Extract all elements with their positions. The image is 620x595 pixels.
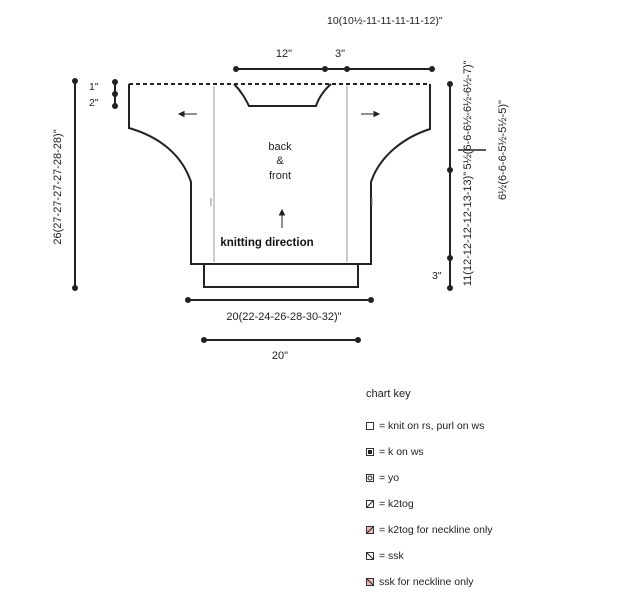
- up-arrow-icon: [280, 210, 285, 228]
- k2tog-square-icon: [366, 500, 374, 508]
- total-length-label: 26(27-27-27-27-28-28)": [52, 129, 64, 245]
- ribbing-width-label: 20": [271, 350, 289, 362]
- key-item-k-on-ws: [366, 439, 616, 465]
- key-item-label: = k2tog for neckline only: [379, 524, 493, 536]
- knitting-direction-label: knitting direction: [220, 237, 314, 249]
- front-label: front: [268, 170, 292, 182]
- key-item-ssk: [366, 543, 616, 569]
- ssk-neckline-square-icon: [366, 578, 374, 586]
- circle-square-icon: [366, 474, 374, 482]
- back-label: back: [268, 141, 292, 153]
- sleeve-edge-label: 6½(6-6-6-5½-5½-5)": [497, 100, 509, 200]
- neck-depth-1-label: 1": [89, 81, 99, 93]
- right-arrow-icon: [361, 112, 379, 117]
- ribbing-width-dimension: [201, 337, 361, 343]
- k2tog-neckline-square-icon: [366, 526, 374, 534]
- chart-key-title: chart key: [366, 388, 411, 400]
- key-item-label: = k on ws: [379, 446, 424, 458]
- ssk-square-icon: [366, 552, 374, 560]
- neck-width-label: 12": [275, 48, 293, 60]
- neckline: [234, 84, 331, 106]
- key-item-label: = ssk: [379, 550, 404, 562]
- key-item-knit: [366, 413, 616, 439]
- key-item-label: ssk for neckline only: [379, 576, 474, 588]
- key-item-k2tog: [366, 491, 616, 517]
- key-item-label: = knit on rs, purl on ws: [379, 420, 485, 432]
- body-width-dimension: [185, 297, 374, 303]
- ampersand-label: &: [276, 155, 284, 167]
- dot-square-icon: [366, 448, 374, 456]
- key-item-ssk-neckline: [366, 569, 616, 595]
- neck-depth-2-label: 2": [89, 97, 99, 109]
- left-arrow-icon: [179, 112, 197, 117]
- key-item-k2tog-neckline: [366, 517, 616, 543]
- shoulder-width-label: 3": [334, 48, 346, 60]
- top-total-width-label: 10(10½-11-11-11-11-12)": [327, 15, 443, 27]
- body-width-label: 20(22-24-26-28-30-32)": [226, 311, 342, 323]
- neck-depth-dimension: [112, 79, 118, 109]
- side-length-label: 11(12-12-12-12-13-13)": [462, 171, 474, 287]
- key-item-yo: [366, 465, 616, 491]
- armhole-depth-label: 5½(6-6-6½-6½-6½-7)": [462, 60, 474, 170]
- top-width-dimension: [233, 66, 435, 72]
- key-item-label: = yo: [379, 472, 400, 484]
- right-length-dimension: [447, 81, 453, 291]
- blank-square-icon: [366, 422, 374, 430]
- ribbing-band: [204, 264, 358, 287]
- chart-key: [366, 388, 616, 595]
- key-item-label: = k2tog: [379, 498, 414, 510]
- ribbing-depth-label: 3": [432, 270, 442, 282]
- tick-marks: [211, 198, 372, 206]
- left-length-dimension: [72, 78, 78, 291]
